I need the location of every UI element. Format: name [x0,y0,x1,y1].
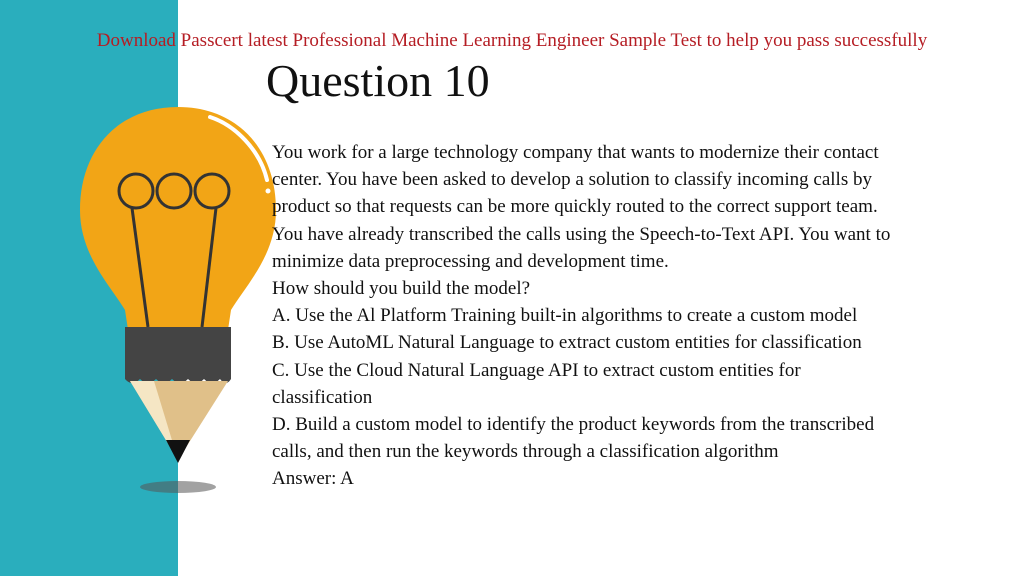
question-body [272,139,1012,493]
option-c-continued: classification [272,386,373,408]
question-line: center. You have been asked to develop a solution to classify incoming calls by [272,169,872,191]
question-line: product so that requests can be more quickly routed to the correct support team. [272,196,878,218]
question-line: minimize data preprocessing and development time. [272,250,669,272]
lightbulb-pencil-icon [70,95,290,505]
option-a: A. Use the Al Platform Training built-in algorithms to create a custom model [272,305,858,327]
download-banner: Download Passcert latest Professional Machine Learning Engineer Sample Test to help you pass successfully [96,30,928,51]
question-line: You work for a large technology company that wants to modernize their contact [272,142,879,163]
answer-line: Answer: A [272,468,354,490]
question-prompt: How should you build the model? [272,278,531,300]
question-title: Question 10 [266,55,490,106]
option-c: C. Use the Cloud Natural Language API to extract custom entities for [272,359,801,381]
option-b: B. Use AutoML Natural Language to extract custom entities for classification [272,332,862,354]
question-line: You have already transcribed the calls using the Speech-to-Text API. You want to [272,223,891,245]
option-d-continued: calls, and then run the keywords through a classification algorithm [272,441,779,463]
option-d: D. Build a custom model to identify the product keywords from the transcribed [272,414,875,436]
